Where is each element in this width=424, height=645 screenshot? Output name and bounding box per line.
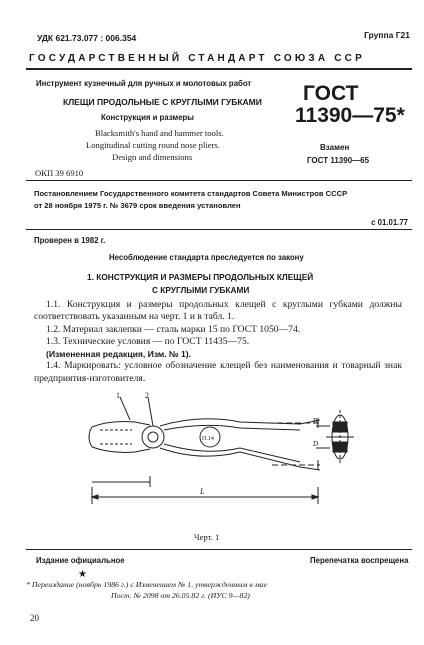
effective-date: с 01.01.77 <box>371 218 408 227</box>
figure-caption: Черт. 1 <box>194 532 220 542</box>
checked-year: Проверен в 1982 г. <box>34 236 106 245</box>
star-mark: ★ <box>78 569 87 580</box>
paragraph-1-1: 1.1. Конструкция и размеры продольных клещей с круглыми губками должны соответствовать указанным на черт. 1 и в табл. 1. <box>34 299 402 323</box>
english-title-3: Design and dimensions <box>112 152 193 162</box>
footnote <box>26 580 406 601</box>
section-body <box>34 299 402 385</box>
dimension-label-l: L <box>200 487 205 496</box>
gost-number: 11390—75* <box>295 104 405 127</box>
section-heading: 1. КОНСТРУКЦИЯ И РАЗМЕРЫ ПРОДОЛЬНЫХ КЛЕЩЕЙ <box>87 272 314 282</box>
label-2: 2 <box>145 391 149 400</box>
section-heading-2: С КРУГЛЫМИ ГУБКАМИ <box>152 285 250 295</box>
reprint-notice: Перепечатка воспрещена <box>310 556 409 565</box>
section-dim-label: D <box>313 440 319 448</box>
standard-banner: ГОСУДАРСТВЕННЫЙ СТАНДАРТ СОЮЗА ССР <box>29 53 365 64</box>
doc-title: КЛЕЩИ ПРОДОЛЬНЫЕ С КРУГЛЫМИ ГУБКАМИ <box>63 97 262 107</box>
banner-rule <box>26 68 412 70</box>
replaces-value: ГОСТ 11390—65 <box>307 156 370 165</box>
paragraph-1-4: 1.4. Маркировать: условное обозначение клещей без наименования и товарный знак предприятия-изготовителя. <box>34 360 402 384</box>
footnote-line-1: * Переиздание (ноябрь 1986 г.) с Изменением № 1, утвержденным в мае <box>26 580 268 589</box>
doc-subtitle: Конструкция и размеры <box>101 113 194 122</box>
decree-line-2: от 28 ноября 1975 г. № 3679 срок введения установлен <box>34 201 241 210</box>
doc-subject: Инструмент кузнечный для ручных и молотовых работ <box>36 79 252 88</box>
english-title-2: Longitudinal cutting round nose pliers. <box>86 140 220 150</box>
section-label: В <box>313 417 318 425</box>
decree-rule <box>26 229 412 230</box>
paragraph-1-3: 1.3. Технические условия — по ГОСТ 11435—75. <box>46 335 250 347</box>
pliers-drawing <box>0 392 424 532</box>
label-1: 1 <box>116 391 120 400</box>
paragraph-1-2: 1.2. Материал заклепки — сталь марки 15 по ГОСТ 1050—74. <box>46 323 301 335</box>
group-code: Группа Г21 <box>364 30 410 40</box>
okp-code: ОКП 39 6910 <box>35 168 84 178</box>
footer-rule <box>26 549 412 550</box>
penalty-notice: Несоблюдение стандарта преследуется по закону <box>109 253 304 262</box>
english-title-1: Blacksmith's hand and hammer tools. <box>95 128 224 138</box>
circle-label: П.14 <box>202 436 214 442</box>
amendment-note: (Измененная редакция, Изм. № 1). <box>46 349 192 360</box>
footnote-line-2: Пост. № 2098 от 26.05.82 г. (ИУС 9—82) <box>111 590 250 600</box>
gost-label: ГОСТ <box>303 82 359 105</box>
replaces-label: Взамен <box>320 143 350 152</box>
page-number: 20 <box>30 613 39 623</box>
title-rule <box>26 180 412 181</box>
udk-code: УДК 621.73.077 : 006.354 <box>37 33 137 43</box>
decree-line-1: Постановлением Государственного комитета стандартов Совета Министров СССР <box>34 189 348 198</box>
official-edition: Издание официальное <box>36 556 125 565</box>
